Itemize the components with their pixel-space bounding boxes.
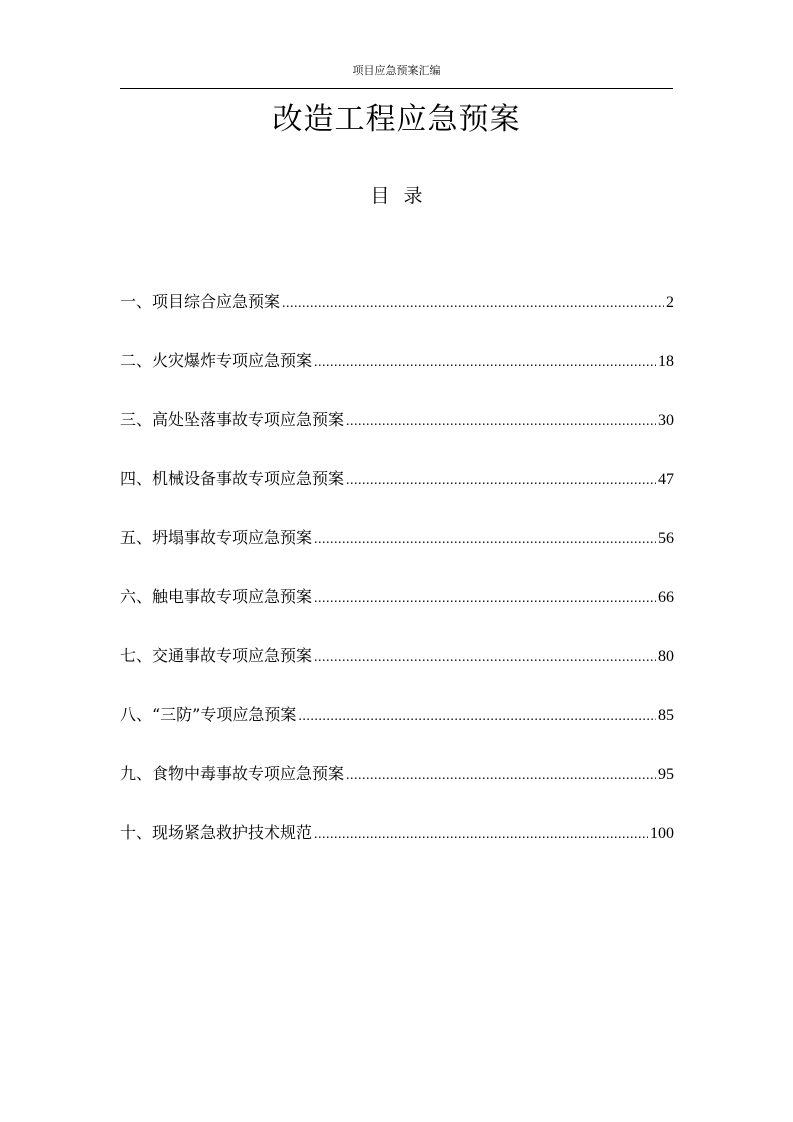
toc-entry-page: 100 [650,825,674,842]
toc-entry-label: 二、火灾爆炸专项应急预案 [120,351,313,370]
toc-entry[interactable] [120,467,674,526]
toc-entry[interactable] [120,349,674,408]
toc-heading [0,183,793,209]
toc-entry-label: 六、触电事故专项应急预案 [120,587,313,606]
toc-entry-label: 三、高处坠落事故专项应急预案 [120,410,345,429]
toc-entry-page: 95 [658,766,674,783]
toc-entry-page: 18 [658,353,674,370]
toc-entry[interactable] [120,762,674,821]
toc-entry[interactable] [120,585,674,644]
table-of-contents [120,290,674,880]
toc-dot-leader [314,823,648,847]
toc-dot-leader [314,646,656,670]
toc-entry-label: 四、机械设备事故专项应急预案 [120,469,345,488]
toc-entry-page: 85 [658,707,674,724]
toc-heading-text: 目录 [370,185,437,207]
toc-entry-label: 十、现场紧急救护技术规范 [120,823,313,842]
toc-entry-page: 56 [658,530,674,547]
toc-entry[interactable] [120,526,674,585]
toc-entry[interactable] [120,408,674,467]
toc-entry[interactable] [120,821,674,880]
toc-dot-leader [314,587,656,611]
header-rule [120,88,673,89]
toc-entry[interactable] [120,290,674,349]
running-header: 项目应急预案汇编 [352,64,441,77]
toc-entry-page: 2 [666,294,674,311]
toc-dot-leader [314,351,656,375]
toc-entry-label: 八、“三防”专项应急预案 [120,705,297,724]
toc-entry-page: 66 [658,589,674,606]
toc-dot-leader [346,410,656,434]
toc-dot-leader [346,469,656,493]
toc-dot-leader [346,764,656,788]
toc-dot-leader [298,705,656,729]
toc-dot-leader [314,528,656,552]
document-title: 改造工程应急预案 [272,102,521,137]
toc-entry-label: 七、交通事故专项应急预案 [120,646,313,665]
toc-entry-page: 80 [658,648,674,665]
toc-entry-page: 47 [658,471,674,488]
toc-entry[interactable] [120,644,674,703]
toc-entry[interactable] [120,703,674,762]
toc-entry-label: 五、坍塌事故专项应急预案 [120,528,313,547]
toc-entry-page: 30 [658,412,674,429]
toc-entry-label: 一、项目综合应急预案 [120,292,281,311]
toc-entry-label: 九、食物中毒事故专项应急预案 [120,764,345,783]
toc-dot-leader [282,292,664,316]
